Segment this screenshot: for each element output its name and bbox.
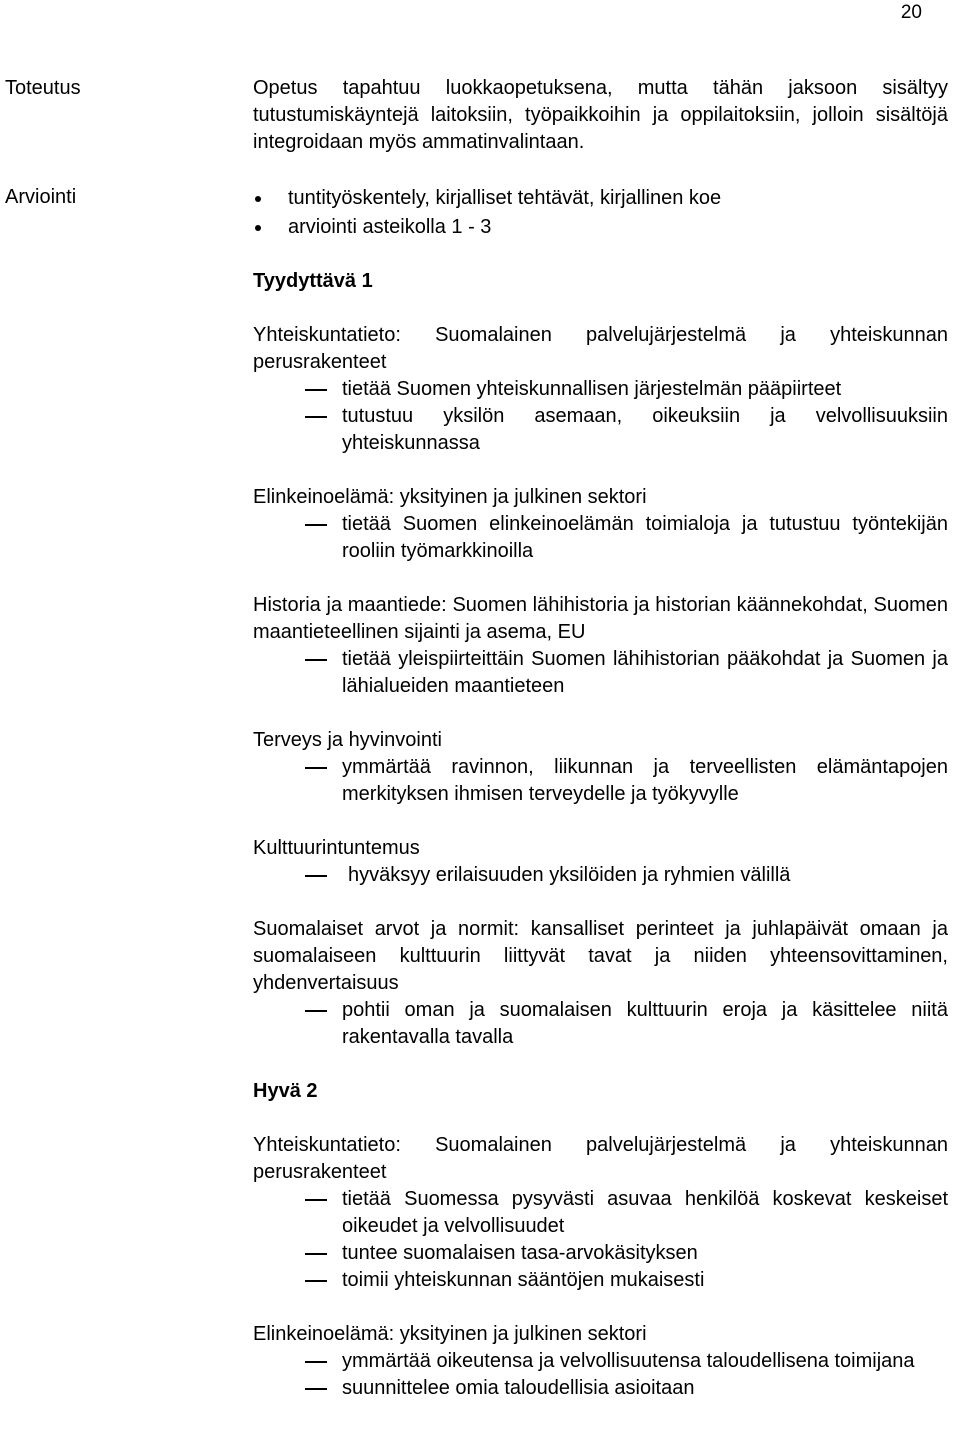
dash-icon [305,416,327,418]
main-content [253,184,948,1402]
grade1-heading: Tyydyttävä 1 [253,270,373,292]
section-title: Suomalaiset arvot ja normit: kansalliset perinteet ja juhlapäivät omaan ja suomalaiseen kulttuurin liittyvät tavat ja niiden yhteensovittaminen, yhdenvertaisuus [253,918,948,994]
section-title: Elinkeinoelämä: yksityinen ja julkinen sektori [253,486,647,508]
bullet-item: arviointi asteikolla 1 - 3 [253,213,948,242]
bullet-icon [255,225,261,231]
grade1-section [253,484,948,565]
section-title: Historia ja maantiede: Suomen lähihistoria ja historian käännekohdat, Suomen maantieteellinen sijainti ja asema, EU [253,594,948,643]
toteutus-label: Toteutus [5,77,81,99]
dash-icon [305,1253,327,1255]
dash-icon [305,659,327,661]
arviointi-label: Arviointi [5,186,77,208]
list-item: ymmärtää oikeutensa ja velvollisuutensa taloudellisena toimijana [253,1348,948,1375]
dash-icon [305,767,327,769]
grade2-section [253,1132,948,1294]
dash-icon [305,1280,327,1282]
list-item: tuntee suomalaisen tasa-arvokäsityksen [253,1240,948,1267]
list-item: tietää Suomen yhteiskunnallisen järjestelmän pääpiirteet [253,376,948,403]
grade1-section [253,727,948,808]
list-item: toimii yhteiskunnan sääntöjen mukaisesti [253,1267,948,1294]
section-title: Yhteiskuntatieto: Suomalainen palvelujärjestelmä ja yhteiskunnan perusrakenteet [253,324,948,373]
list-item: suunnittelee omia taloudellisia asioitaan [253,1375,948,1402]
dash-icon [305,524,327,526]
dash-icon [305,1010,327,1012]
section-title: Yhteiskuntatieto: Suomalainen palvelujärjestelmä ja yhteiskunnan perusrakenteet [253,1134,948,1183]
list-item: hyväksyy erilaisuuden yksilöiden ja ryhmien välillä [253,862,948,889]
dash-icon [305,875,327,877]
toteutus-text-block [253,75,948,156]
bullet-item: tuntityöskentely, kirjalliset tehtävät, kirjallinen koe [253,184,948,213]
section-title: Elinkeinoelämä: yksityinen ja julkinen sektori [253,1323,647,1345]
toteutus-text: Opetus tapahtuu luokkaopetuksena, mutta tähän jaksoon sisältyy tutustumiskäyntejä laitoksiin, työpaikkoihin ja oppilaitoksiin, jolloin sisältöjä integroidaan myös ammatinvalintaan. [253,77,948,153]
dash-icon [305,389,327,391]
grade1-section [253,322,948,457]
section-title: Terveys ja hyvinvointi [253,729,442,751]
page-number: 20 [900,2,922,23]
list-item: tutustuu yksilön asemaan, oikeuksiin ja velvollisuuksiin yhteiskunnassa [253,403,948,457]
dash-icon [305,1388,327,1390]
grade1-section [253,835,948,889]
grade1-section [253,592,948,700]
grade2-heading: Hyvä 2 [253,1080,318,1102]
list-item: tietää Suomen elinkeinoelämän toimialoja ja tutustuu työntekijän rooliin työmarkkinoilla [253,511,948,565]
list-item: tietää yleispiirteittäin Suomen lähihistorian pääkohdat ja Suomen ja lähialueiden maantieteen [253,646,948,700]
dash-icon [305,1361,327,1363]
section-title: Kulttuurintuntemus [253,837,420,859]
list-item: tietää Suomessa pysyvästi asuvaa henkilöä koskevat keskeiset oikeudet ja velvollisuudet [253,1186,948,1240]
arviointi-bullet-list [253,184,948,242]
grade1-section [253,916,948,1051]
list-item: pohtii oman ja suomalaisen kulttuurin eroja ja käsittelee niitä rakentavalla tavalla [253,997,948,1051]
dash-icon [305,1199,327,1201]
bullet-icon [255,196,261,202]
list-item: ymmärtää ravinnon, liikunnan ja terveellisten elämäntapojen merkityksen ihmisen terveydelle ja työkyvylle [253,754,948,808]
grade2-section [253,1321,948,1402]
